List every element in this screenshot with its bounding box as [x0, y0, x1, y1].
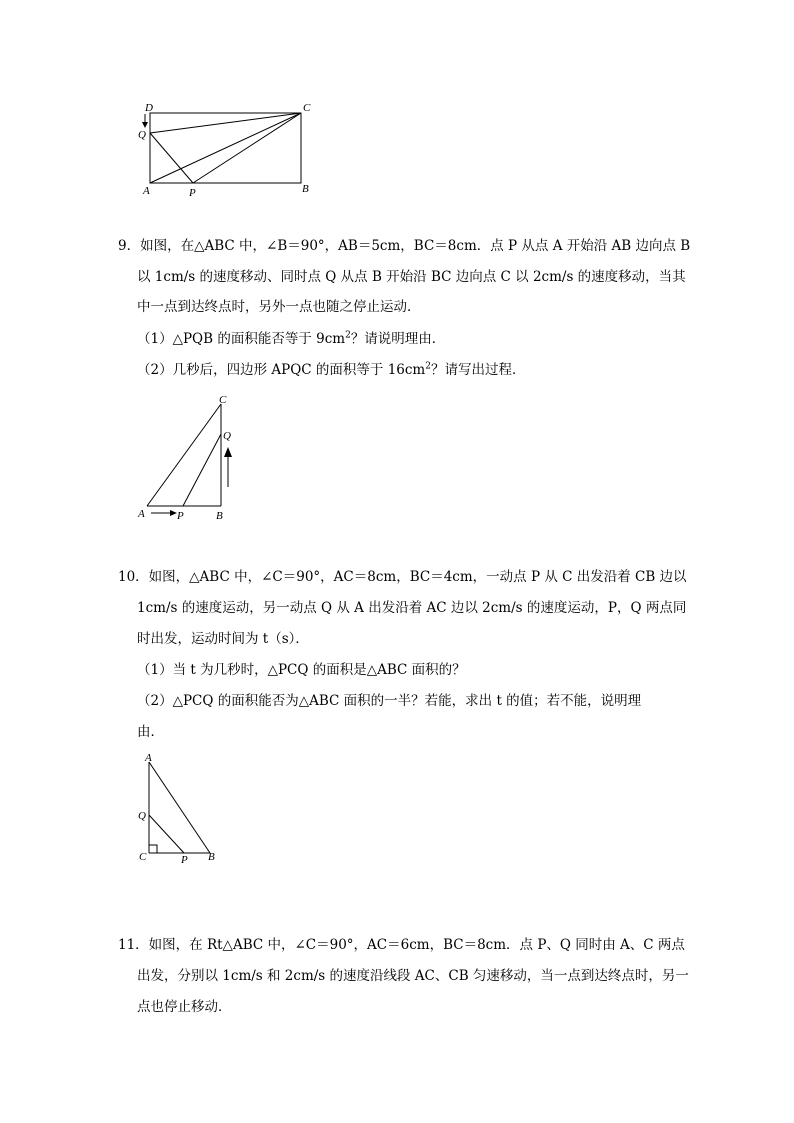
q1-text: （1）△PQB 的面积能否等于 9cm [137, 331, 346, 347]
problem10-question2: （2）△PCQ 的面积能否为△ABC 面积的一半？若能，求出 t 的值；若不能，说明理 [137, 693, 642, 709]
label-q: Q [138, 810, 146, 822]
label-a: A [143, 185, 150, 197]
problem9-line1: 9．如图，在△ABC 中，∠B＝90°，AB＝5cm，BC＝8cm．点 P 从点 A 开始沿 AB 边向点 B [118, 238, 691, 254]
problem11-line2: 出发，分别以 1cm/s 和 2cm/s 的速度沿线段 AC、CB 匀速移动，当一点到达终点时，另一 [137, 968, 689, 984]
problem10-line2: 1cm/s 的速度运动，另一动点 Q 从 A 出发沿着 AC 边以 2cm/s 的速度运动，P，Q 两点同 [137, 600, 687, 616]
label-a: A [138, 508, 145, 520]
label-b: B [216, 510, 223, 522]
problem10-line6: 由． [137, 724, 164, 740]
problem9-line3: 中一点到达终点时，另外一点也随之停止运动． [137, 299, 421, 315]
label-c: C [303, 102, 311, 114]
right-angle-mark [149, 845, 157, 853]
problem10-question1: （1）当 t 为几秒时，△PCQ 的面积是△ABC 面积的？ [137, 662, 466, 678]
label-p: P [189, 187, 196, 199]
segment-ab [149, 762, 210, 853]
label-c: C [139, 851, 147, 863]
segment-qp [149, 815, 184, 853]
label-a: A [145, 752, 152, 764]
problem10-line1: 10．如图，△ABC 中，∠C＝90°，AC＝8cm，BC＝4cm，一动点 P 从 C 出发沿着 CB 边以 [118, 569, 687, 585]
q1-text-end: ？请说明理由． [350, 331, 446, 347]
problem11-line3: 点也停止移动． [137, 999, 232, 1015]
label-c: C [219, 394, 227, 406]
q2-sup: 2 [425, 361, 431, 372]
label-p: P [181, 854, 188, 866]
problem9-line2: 以 1cm/s 的速度移动、同时点 Q 从点 B 开始沿 BC 边向点 C 以 2cm/s 的速度移动，当其 [137, 269, 686, 285]
label-q: Q [223, 430, 231, 442]
q2-text: （2）几秒后，四边形 APQC 的面积等于 16cm [137, 362, 426, 378]
q1-sup: 2 [345, 330, 351, 341]
label-q: Q [138, 129, 146, 141]
q2-text-end: ？请写出过程． [430, 362, 526, 378]
label-p: P [177, 510, 184, 522]
label-d: D [145, 102, 153, 114]
problem10-line3: 时出发，运动时间为 t（s）． [137, 631, 309, 647]
problem11-line1: 11．如图，在 Rt△ABC 中，∠C＝90°，AC＝6cm，BC＝8cm．点 P、Q 同时由 A、C 两点 [118, 937, 685, 953]
label-b: B [208, 851, 215, 863]
label-b: B [302, 183, 309, 195]
